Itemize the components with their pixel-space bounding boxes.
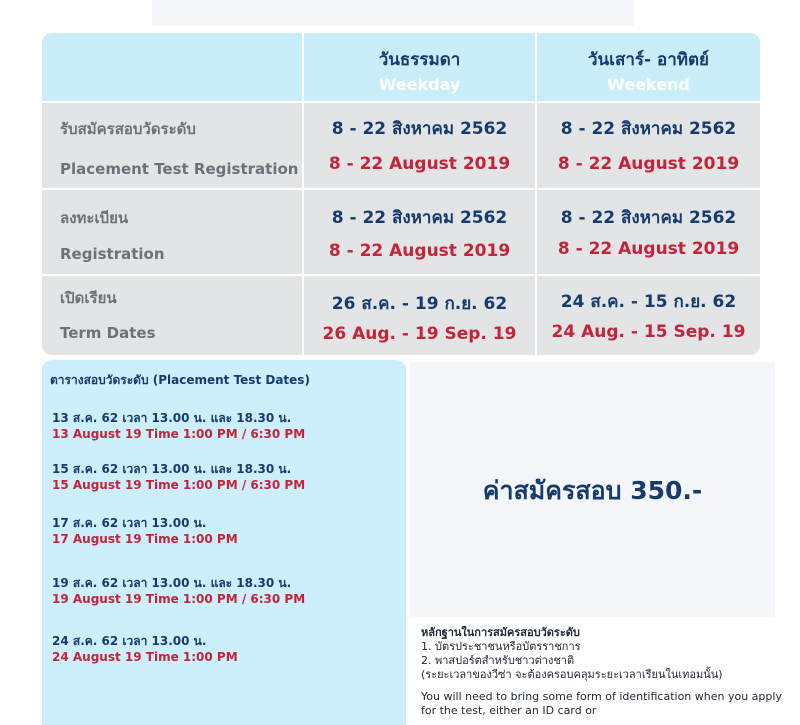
weekday-column-header [304,46,535,94]
row-divider [42,101,760,103]
weekend-value-en: 24 Aug. - 15 Sep. 19 [551,322,746,342]
slot-date-th: 15 ส.ค. 62 เวลา 13.00 น. และ 18.30 น. [52,462,292,476]
documents-title: หลักฐานในการสมัครสอบวัดระดับ [421,626,580,639]
slot-date-en: 19 August 19 Time 1:00 PM / 6:30 PM [52,592,306,606]
placement-dates-title: ตารางสอบวัดระดับ (Placement Test Dates) [50,373,310,387]
row-label-th: ลงทะเบียน [60,209,129,227]
application-fee: ค่าสมัครสอบ 350.- [482,476,703,505]
weekend-value-en: 8 - 22 August 2019 [557,239,740,259]
weekday-value-en: 8 - 22 August 2019 [328,154,511,174]
row-label-en: Term Dates [60,324,156,342]
row-label-th: รับสมัครสอบวัดระดับ [60,120,196,138]
weekend-title-th: วันเสาร์- อาทิตย์ [588,50,709,70]
weekday-title-th: วันธรรมดา [378,50,461,70]
slot-date-en: 13 August 19 Time 1:00 PM / 6:30 PM [52,427,306,441]
placement-dates-panel [42,360,406,725]
slot-date-th: 19 ส.ค. 62 เวลา 13.00 น. และ 18.30 น. [52,576,292,590]
placement-slot [52,410,305,442]
document-item: (ระยะเวลาของวีซ่า จะต้องครอบคลุมระยะเวลาเรียนในเทอมนั้น) [421,668,723,681]
placement-slot [52,575,305,607]
weekend-title-en: Weekend [607,75,690,94]
row-divider [42,274,760,276]
weekday-title-en: Weekday [378,75,461,94]
weekday-value-th: 8 - 22 สิงหาคม 2562 [331,119,508,139]
document-item: 1. บัตรประชาชนหรือบัตรราชการ [421,640,581,653]
required-documents [421,626,791,718]
weekday-value-th: 8 - 22 สิงหาคม 2562 [331,208,508,228]
placement-slot [52,461,305,493]
weekday-value-en: 26 Aug. - 19 Sep. 19 [322,324,517,344]
weekday-value-en: 8 - 22 August 2019 [328,241,511,261]
slot-date-en: 15 August 19 Time 1:00 PM / 6:30 PM [52,478,306,492]
slot-date-th: 13 ส.ค. 62 เวลา 13.00 น. และ 18.30 น. [52,411,292,425]
slot-date-th: 24 ส.ค. 62 เวลา 13.00 น. [52,634,207,648]
row-label-en: Registration [60,245,165,263]
schedule-table [42,33,760,355]
weekend-value-th: 8 - 22 สิงหาคม 2562 [560,119,737,139]
placement-slot [52,633,238,665]
slot-date-th: 17 ส.ค. 62 เวลา 13.00 น. [52,516,207,530]
weekend-value-th: 8 - 22 สิงหาคม 2562 [560,208,737,228]
weekend-value-th: 24 ส.ค. - 15 ก.ย. 62 [560,292,737,312]
weekday-value-th: 26 ส.ค. - 19 ก.ย. 62 [331,294,508,314]
documents-note: You will need to bring some form of identification when you apply for the test, either an ID card or [421,690,782,717]
fee-panel [410,362,775,617]
placement-slot [52,515,238,547]
document-item: 2. พาสปอร์ตสำหรับชาวต่างชาติ [421,654,575,667]
slot-date-en: 24 August 19 Time 1:00 PM [52,650,238,664]
row-label-th: เปิดเรียน [60,289,117,307]
weekend-value-en: 8 - 22 August 2019 [557,154,740,174]
top-banner-strip [152,0,634,26]
row-divider [42,188,760,190]
weekend-column-header [537,46,760,94]
slot-date-en: 17 August 19 Time 1:00 PM [52,532,238,546]
row-label-en: Placement Test Registration [60,160,299,178]
